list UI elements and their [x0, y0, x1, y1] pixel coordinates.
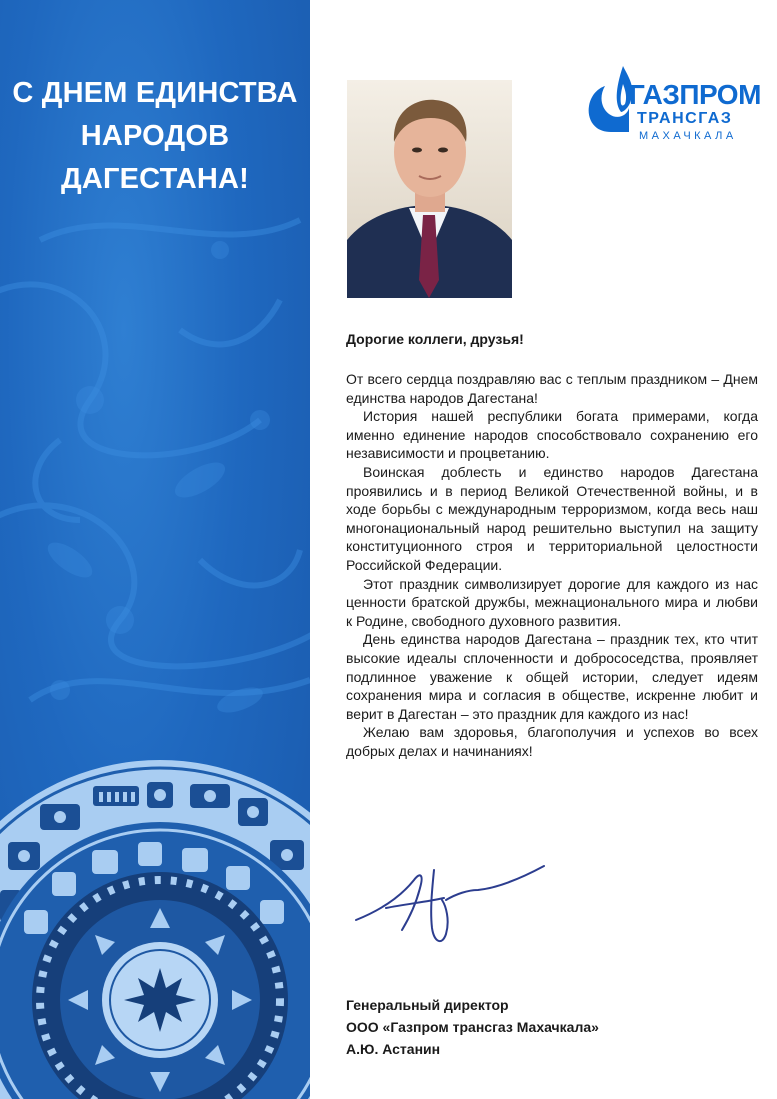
letter-paragraph: От всего сердца поздравляю вас с теплым праздником – Днем единства народов Дагестана!	[346, 371, 758, 406]
logo-line-2: ТРАНСГАЗ	[637, 110, 733, 127]
letter-greeting: Дорогие коллеги, друзья!	[346, 331, 524, 347]
letter-paragraph: День единства народов Дагестана – праздник тех, кто чтит высокие идеалы сплоченности и добрососедства, проявляет подлинное уважение к общей истории, следует идеям сохранения мира и согласия в обществе, искренне любит и верит в Дагестан – это праздник для каждого из нас!	[346, 631, 758, 722]
director-portrait	[347, 80, 512, 298]
signatory-block	[346, 994, 599, 1060]
portrait-image	[347, 80, 512, 298]
banner-title-line-1: С ДНЕМ ЕДИНСТВА	[12, 77, 298, 109]
letter-paragraph: История нашей республики богата примерами, когда именно единение народов способствовало сохранению его независимости и процветанию.	[346, 408, 758, 462]
handwritten-signature	[346, 850, 546, 960]
banner-title-line-3: ДАГЕСТАНА!	[61, 163, 249, 195]
banner-title-line-2: НАРОДОВ	[80, 120, 230, 152]
logo-line-3: МАХАЧКАЛА	[639, 130, 737, 142]
signature-icon	[346, 850, 546, 960]
left-banner	[0, 0, 310, 1099]
signatory-name: А.Ю. Астанин	[346, 1041, 441, 1057]
letter-paragraph: Желаю вам здоровья, благополучия и успехов во всех добрых делах и начинаниях!	[346, 724, 758, 759]
letter-body	[346, 370, 758, 760]
letter-paragraph: Этот праздник символизирует дорогие для каждого из нас ценности братской дружбы, межнационального мира и любви к Родине, свободного духовного развития.	[346, 575, 758, 629]
logo-line-1: ГАЗПРОМ	[629, 79, 761, 110]
company-logo	[585, 60, 761, 150]
banner-title	[0, 72, 310, 201]
signatory-position: Генеральный директор	[346, 997, 509, 1013]
signatory-company: ООО «Газпром трансгаз Махачкала»	[346, 1019, 599, 1035]
letter-paragraph: Воинская доблесть и единство народов Дагестана проявились и в период Великой Отечественной войны, и в ходе борьбы с международным терроризмом, когда весь наш многонациональный народ решительно выступил на защиту конституционного строя и территориальной целостности Российской Федерации.	[346, 463, 758, 573]
circular-ornament	[0, 760, 310, 1099]
